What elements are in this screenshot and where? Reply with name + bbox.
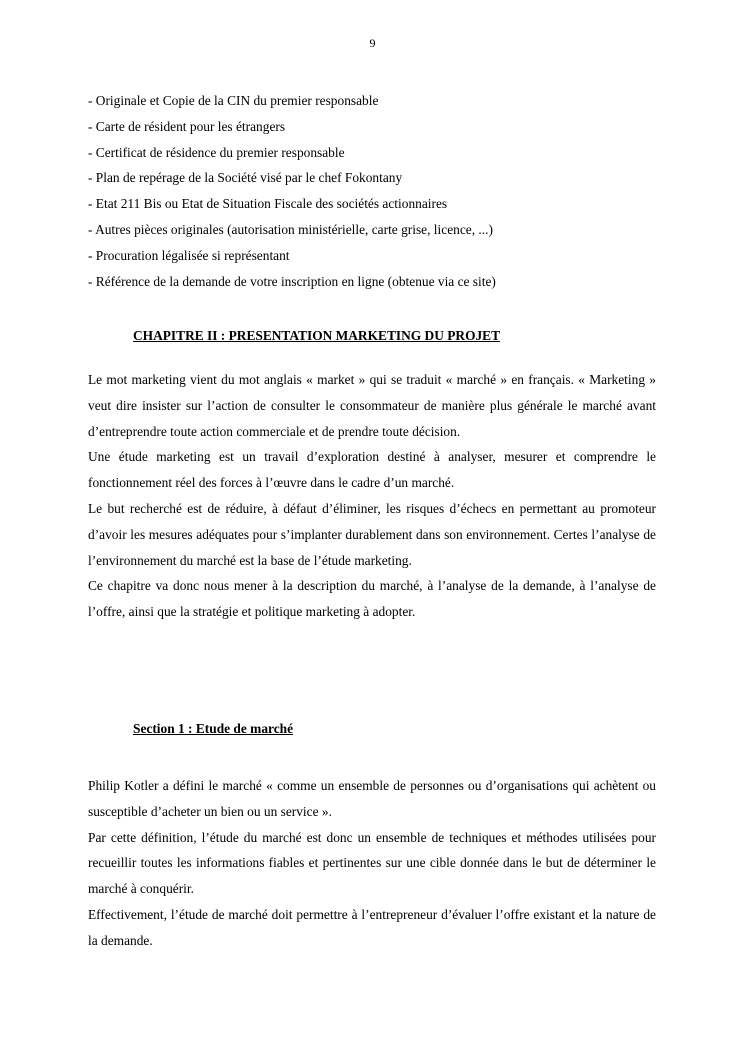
chapter-heading: CHAPITRE II : PRESENTATION MARKETING DU PROJET <box>133 328 501 343</box>
list-item: - Carte de résident pour les étrangers <box>88 118 286 134</box>
list-item: - Procuration légalisée si représentant <box>88 247 290 263</box>
section-body <box>88 773 656 954</box>
list-item: - Plan de repérage de la Société visé par le chef Fokontany <box>88 170 403 186</box>
section-heading: Section 1 : Etude de marché <box>133 721 294 736</box>
list-item: - Autres pièces originales (autorisation ministérielle, carte grise, licence, ...) <box>88 221 493 237</box>
page-number: 9 <box>369 36 376 50</box>
paragraph: Philip Kotler a défini le marché « comme un ensemble de personnes ou d’organisations qui achètent ou susceptible d’acheter un bien ou un service ». <box>88 778 656 819</box>
required-documents-list <box>88 88 668 294</box>
list-item: - Certificat de résidence du premier responsable <box>88 144 345 160</box>
paragraph: Effectivement, l’étude de marché doit permettre à l’entrepreneur d’évaluer l’offre existant et la nature de la demande. <box>88 906 656 948</box>
paragraph: Le but recherché est de réduire, à défaut d’éliminer, les risques d’échecs en permettant au promoteur d’avoir les mesures adéquates pour s’implanter durablement dans son environnement. Certes l’analyse de l’environnement du marché est la base de l’étude marketing. <box>88 500 656 568</box>
paragraph: Une étude marketing est un travail d’exploration destiné à analyser, mesurer et comprendre le fonctionnement réel des forces à l’œuvre dans le cadre d’un marché. <box>88 449 656 491</box>
list-item: - Originale et Copie de la CIN du premier responsable <box>88 93 379 108</box>
chapter-body <box>88 367 656 625</box>
paragraph: Par cette définition, l’étude du marché est donc un ensemble de techniques et méthodes utilisées pour recueillir toutes les informations fiables et pertinentes sur une cible donnée dans le but de déterminer le marché à conquérir. <box>88 829 656 897</box>
list-item: - Référence de la demande de votre inscription en ligne (obtenue via ce site) <box>88 273 496 289</box>
paragraph: Le mot marketing vient du mot anglais « market » qui se traduit « marché » en français. « Marketing » veut dire insister sur l’action de consulter le consommateur de manière plus générale le marché avant d’entreprendre toute action commerciale et de prendre toute décision. <box>88 372 656 439</box>
paragraph: Ce chapitre va donc nous mener à la description du marché, à l’analyse de la demande, à l’analyse de l’offre, ainsi que la stratégie et politique marketing à adopter. <box>88 578 656 620</box>
list-item: - Etat 211 Bis ou Etat de Situation Fiscale des sociétés actionnaires <box>88 196 448 212</box>
